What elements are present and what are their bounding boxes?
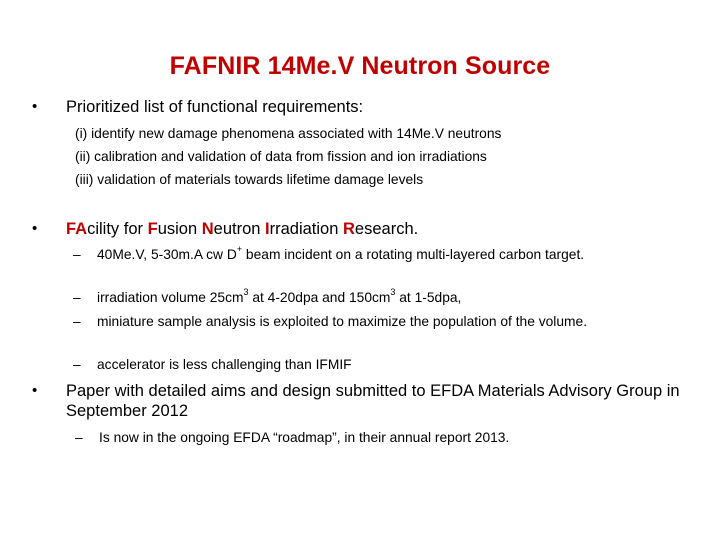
paper-heading: Paper with detailed aims and design submitted to EFDA Materials Advisory Group in September 2012 bbox=[66, 382, 680, 420]
fafnir-heading bbox=[66, 220, 418, 238]
dash-icon: – bbox=[73, 247, 81, 262]
bullet-fafnir-acronym bbox=[32, 219, 419, 239]
slide-title: FAFNIR 14Me.V Neutron Source bbox=[169, 52, 551, 80]
fafnir-item-volume: – irradiation volume $25cm^3$ at 4-20dpa and $150cm^3$ at 1-5dpa, bbox=[73, 287, 462, 305]
requirements-heading: Prioritized list of functional requirements: bbox=[66, 98, 364, 116]
acronym-letter: N bbox=[201, 220, 214, 238]
bullet-icon: • bbox=[32, 382, 38, 399]
bullet-icon: • bbox=[32, 98, 38, 115]
fafnir-item-sample: – miniature sample analysis is exploited to maximize the population of the volume. bbox=[73, 314, 588, 329]
dash-icon: – bbox=[73, 290, 81, 305]
acronym-letter: I bbox=[265, 220, 270, 238]
acronym-letter: F bbox=[147, 220, 158, 238]
dash-icon: – bbox=[73, 357, 81, 372]
bullet-icon: • bbox=[32, 220, 38, 237]
heading-fragment: usion bbox=[157, 220, 202, 238]
requirement-item-2: (ii) calibration and validation of data from fission and ion irradiations bbox=[75, 149, 487, 164]
paper-item-roadmap: – Is now in the ongoing EFDA “roadmap”, in their annual report 2013. bbox=[75, 430, 510, 445]
heading-fragment: eutron bbox=[213, 220, 266, 238]
fafnir-item-accelerator: – accelerator is less challenging than IFMIF bbox=[73, 357, 352, 372]
acronym-letter: R bbox=[343, 220, 355, 238]
heading-fragment: rradiation bbox=[269, 220, 343, 238]
dash-icon: – bbox=[73, 314, 81, 329]
requirement-item-3: (iii) validation of materials towards lifetime damage levels bbox=[75, 172, 424, 187]
heading-fragment: esearch. bbox=[354, 220, 419, 238]
bullet-paper bbox=[32, 381, 711, 421]
requirement-item-1: (i) identify new damage phenomena associated with 14Me.V neutrons bbox=[75, 126, 502, 141]
fafnir-item-beam: – 40Me.V, 5-30m.A cw D+ beam incident on a rotating multi-layered carbon target. bbox=[73, 244, 585, 262]
dash-icon: – bbox=[75, 430, 83, 445]
acronym-letter: FA bbox=[66, 220, 88, 238]
heading-fragment: cility for bbox=[87, 220, 148, 238]
bullet-requirements bbox=[32, 97, 364, 117]
